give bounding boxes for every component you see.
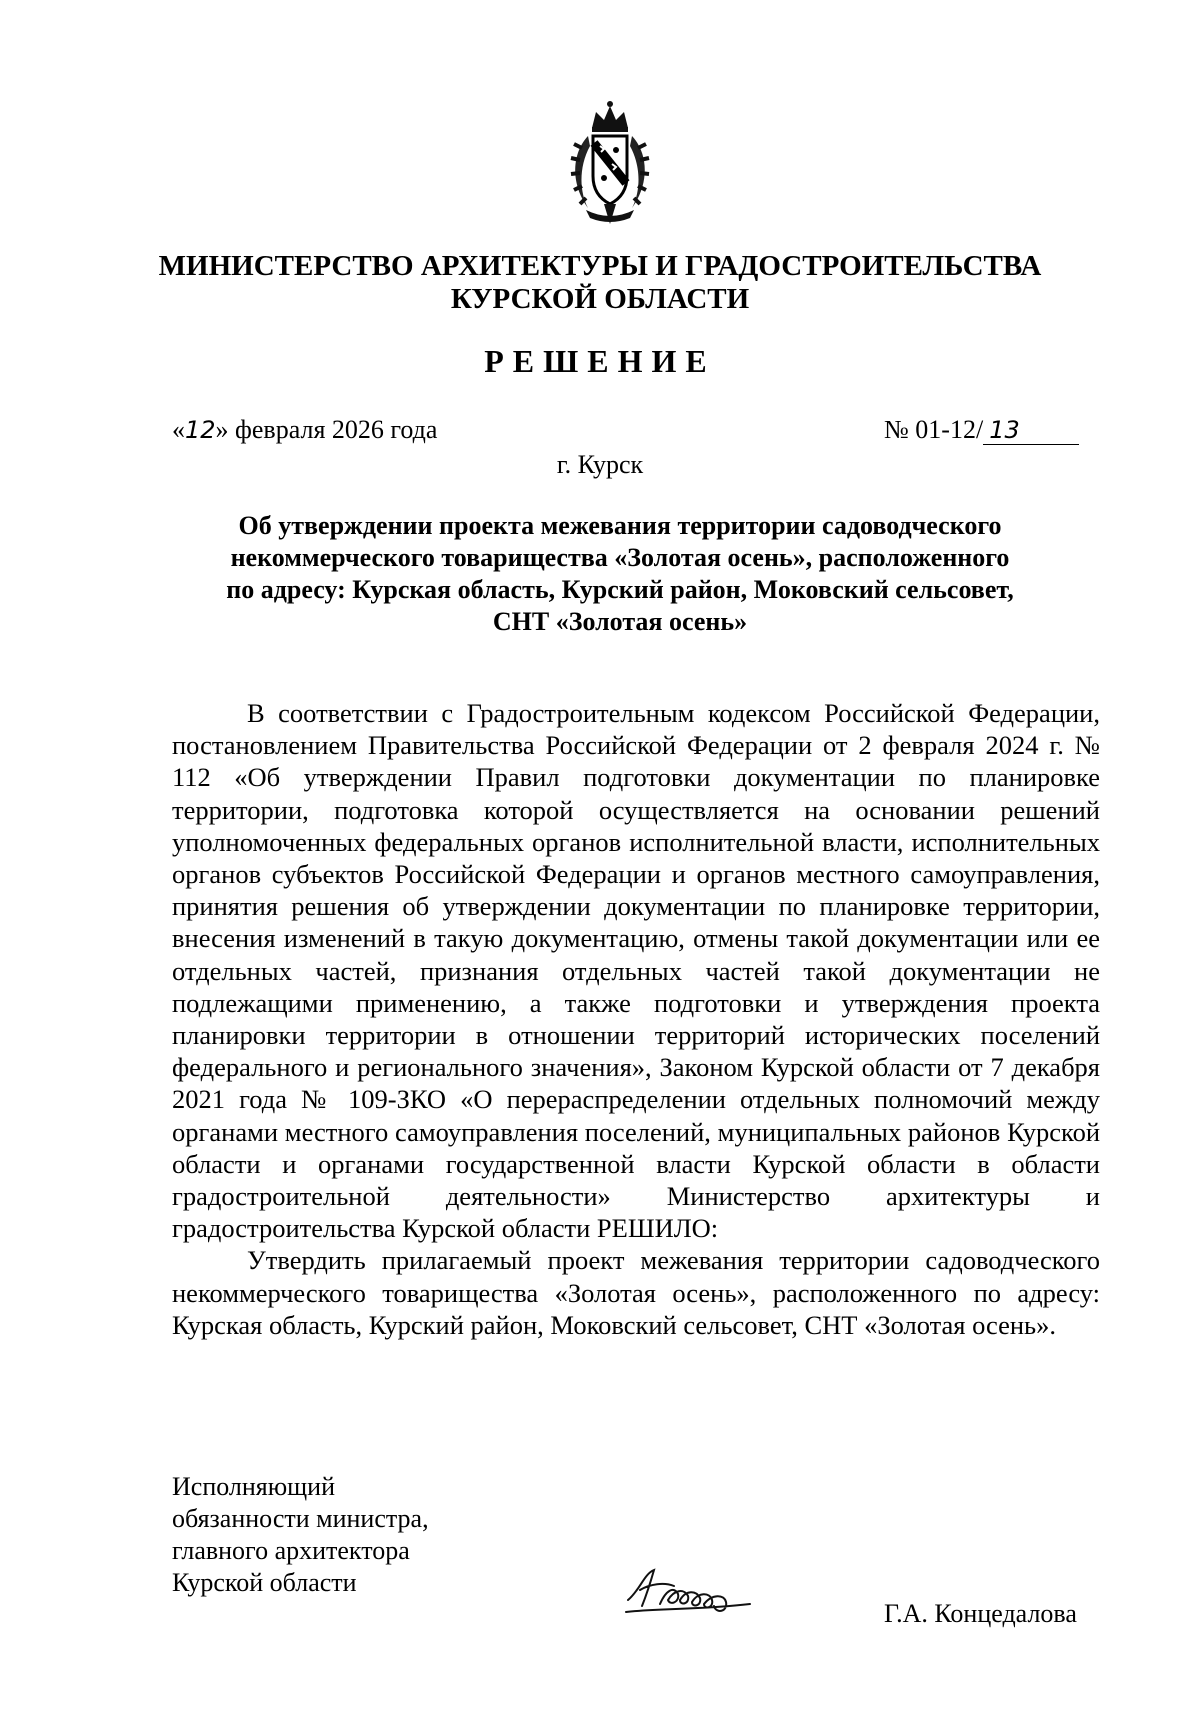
handwritten-signature-icon: [620, 1560, 770, 1620]
subject-line-2: некоммерческого товарищества «Золотая осень», расположенного: [230, 543, 1010, 572]
subject-line-4: СНТ «Золотая осень»: [492, 607, 748, 636]
document-number: [884, 415, 1079, 445]
date-open-quote: «: [172, 415, 185, 444]
signer-name: Г.А. Концедалова: [884, 1599, 1077, 1628]
body-paragraph-1: В соответствии с Градостроительным кодексом Российской Федерации, постановлением Правительства Российской Федерации от 2 февраля 2024 г. № 112 «Об утверждении Правил подготовки документации по планировке территории, подготовка которой осуществляется на основании решений уполномоченных федеральных органов исполнительной власти, исполнительных органов субъектов Российской Федерации и органов местного самоуправления, принятия решения об утверждении документации по планировке территории, внесения изменений в такую документацию, отмены такой документации или ее отдельных частей, признания отдельных частей такой документации не подлежащими применению, а также подготовки и утверждения проекта планировки территории в отношении территорий исторических поселений федерального и регионального значения», Законом Курской области от 7 декабря 2021 года № 109-ЗКО «О перераспределении отдельных полномочий между органами местного самоуправления поселений, муниципальных районов Курской области и органами государственной власти Курской области в области градостроительной деятельности» Министерство архитектуры и градостроительства Курской области РЕШИЛО:: [172, 698, 1100, 1244]
body-paragraph-2: Утвердить прилагаемый проект межевания территории садоводческого некоммерческого товарищества «Золотая осень», расположенного по адресу: Курская область, Курский район, Моковский сельсовет, СНТ «Золотая осень».: [172, 1245, 1100, 1340]
subject-line-1: Об утверждении проекта межевания территории садоводческого: [238, 511, 1002, 540]
ministry-line-2: КУРСКОЙ ОБЛАСТИ: [450, 283, 750, 315]
subject-line-3: по адресу: Курская область, Курский район, Моковский сельсовет,: [226, 575, 1014, 604]
date-rest: » февраля 2026 года: [215, 415, 438, 444]
document-date: [172, 415, 437, 445]
ministry-line-1: МИНИСТЕРСТВО АРХИТЕКТУРЫ И ГРАДОСТРОИТЕЛЬСТВА: [158, 250, 1042, 282]
date-day-handwritten: 12: [185, 416, 216, 444]
document-city: г. Курск: [556, 450, 644, 479]
document-subject: [170, 510, 1070, 638]
kursk-coat-of-arms-icon: [560, 98, 660, 228]
document-title: РЕШЕНИЕ: [484, 343, 716, 379]
document-body: [172, 697, 1100, 1341]
signer-title-line-2: обязанности министра,: [172, 1504, 429, 1533]
ministry-name: [0, 250, 1200, 316]
signer-title-line-1: Исполняющий: [172, 1472, 336, 1501]
number-handwritten: 13: [983, 416, 1079, 445]
signer-position: [172, 1471, 429, 1599]
signer-title-line-3: главного архитектора: [172, 1536, 410, 1565]
number-prefix: № 01-12/: [884, 415, 984, 444]
signer-title-line-4: Курской области: [172, 1568, 357, 1597]
